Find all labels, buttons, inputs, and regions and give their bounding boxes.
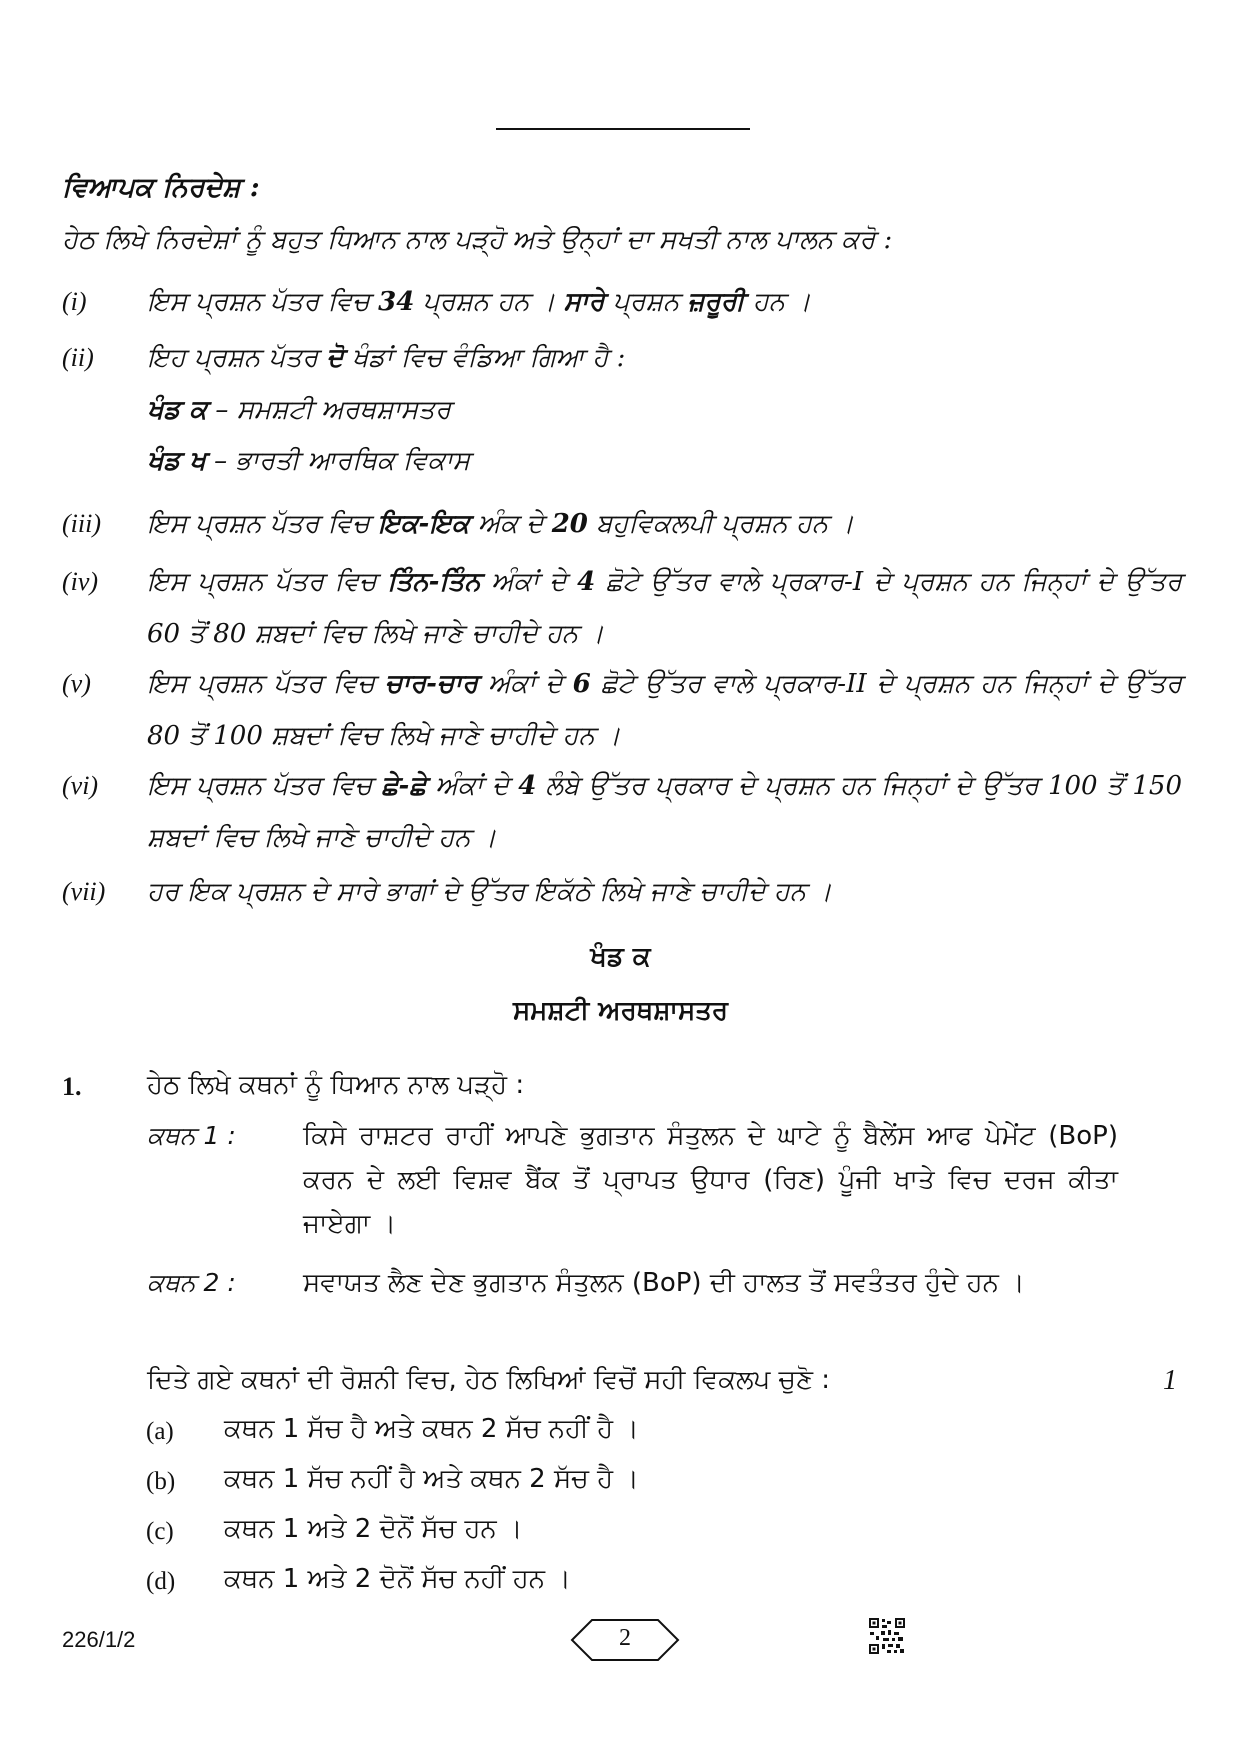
paper-code: 226/1/2 bbox=[62, 1627, 136, 1652]
qr-code-icon bbox=[868, 1617, 906, 1655]
instruction-number: (iii) bbox=[62, 509, 101, 538]
general-instructions-heading: ਵਿਆਪਕ ਨਿਰਦੇਸ਼ : bbox=[62, 172, 260, 203]
page-number-badge bbox=[570, 1618, 680, 1662]
instruction-number: (ii) bbox=[62, 343, 94, 372]
instruction-number: (v) bbox=[62, 669, 91, 698]
option-label: (a) bbox=[146, 1418, 174, 1445]
page-number: 2 bbox=[619, 1625, 631, 1651]
statement-text: ਸਵਾਯਤ ਲੈਣ ਦੇਣ ਭੁਗਤਾਨ ਸੰਤੁਲਨ (BoP) ਦੀ ਹਾਲਤ ਤੋਂ ਸਵਤੰਤਰ ਹੁੰਦੇ ਹਨ । bbox=[303, 1268, 1025, 1298]
instruction-item: (i) ਇਸ ਪ੍ਰਸ਼ਨ ਪੱਤਰ ਵਿਚ 34 ਪ੍ਰਸ਼ਨ ਹਨ । ਸਾਰੇ ਪ੍ਰਸ਼ਨ ਜ਼ਰੂਰੀ ਹਨ । bbox=[62, 276, 1182, 328]
option-label: (b) bbox=[146, 1468, 176, 1495]
marks-value: 1 bbox=[1163, 1365, 1177, 1396]
instructions-intro: ਹੇਠ ਲਿਖੇ ਨਿਰਦੇਸ਼ਾਂ ਨੂੰ ਬਹੁਤ ਧਿਆਨ ਨਾਲ ਪੜ੍ਹੋ ਅਤੇ ਉਨ੍ਹਾਂ ਦਾ ਸਖਤੀ ਨਾਲ ਪਾਲਨ ਕਰੋ : bbox=[62, 225, 893, 255]
statement-label: ਕਥਨ 1 : bbox=[147, 1121, 236, 1150]
instruction-item: (ii) ਇਹ ਪ੍ਰਸ਼ਨ ਪੱਤਰ ਦੋ ਖੰਡਾਂ ਵਿਚ ਵੰਡਿਆ ਗਿਆ ਹੈ : bbox=[62, 332, 1182, 384]
instruction-number: (i) bbox=[62, 287, 87, 316]
statement-text: ਕਿਸੇ ਰਾਸ਼ਟਰ ਰਾਹੀਂ ਆਪਣੇ ਭੁਗਤਾਨ ਸੰਤੁਲਨ ਦੇ ਘਾਟੇ ਨੂੰ ਬੈਲੇਂਸ ਆਫ ਪੇਮੇਂਟ (BoP) ਕਰਨ ਦੇ ਲਈ ਵਿਸ਼ਵ ਬੈਂਕ ਤੋਂ ਪ੍ਰਾਪਤ ਉਧਾਰ (ਰਿਣ) ਪੂੰਜੀ ਖਾਤੇ ਵਿਚ ਦਰਜ ਕੀਤਾ ਜਾਏਗਾ । bbox=[303, 1121, 1118, 1239]
option-label: (c) bbox=[146, 1518, 174, 1545]
instruction-item: (vi) ਇਸ ਪ੍ਰਸ਼ਨ ਪੱਤਰ ਵਿਚ ਛੇ-ਛੇ ਅੰਕਾਂ ਦੇ 4 ਲੰਬੇ ਉੱਤਰ ਪ੍ਰਕਾਰ ਦੇ ਪ੍ਰਸ਼ਨ ਹਨ ਜਿਨ੍ਹਾਂ ਦੇ ਉੱਤਰ 100 ਤੋਂ 150 ਸ਼ਬਦਾਂ ਵਿਚ ਲਿਖੇ ਜਾਣੇ ਚਾਹੀਦੇ ਹਨ । bbox=[62, 760, 1182, 864]
instruction-number: (iv) bbox=[62, 567, 99, 596]
instruction-item: (v) ਇਸ ਪ੍ਰਸ਼ਨ ਪੱਤਰ ਵਿਚ ਚਾਰ-ਚਾਰ ਅੰਕਾਂ ਦੇ 6 ਛੋਟੇ ਉੱਤਰ ਵਾਲੇ ਪ੍ਰਕਾਰ-II ਦੇ ਪ੍ਰਸ਼ਨ ਹਨ ਜਿਨ੍ਹਾਂ ਦੇ ਉੱਤਰ 80 ਤੋਂ 100 ਸ਼ਬਦਾਂ ਵਿਚ ਲਿਖੇ ਜਾਣੇ ਚਾਹੀਦੇ ਹਨ । bbox=[62, 658, 1182, 762]
section-subtitle: ਸਮਸ਼ਟੀ ਅਰਥਸ਼ਾਸਤਰ bbox=[512, 996, 729, 1026]
question-prompt: ਹੇਠ ਲਿਖੇ ਕਥਨਾਂ ਨੂੰ ਧਿਆਨ ਨਾਲ ਪੜ੍ਹੋ : bbox=[147, 1070, 525, 1100]
option-label: (d) bbox=[146, 1568, 176, 1595]
instruction-item: (iv) ਇਸ ਪ੍ਰਸ਼ਨ ਪੱਤਰ ਵਿਚ ਤਿੰਨ-ਤਿੰਨ ਅੰਕਾਂ ਦੇ 4 ਛੋਟੇ ਉੱਤਰ ਵਾਲੇ ਪ੍ਰਕਾਰ-I ਦੇ ਪ੍ਰਸ਼ਨ ਹਨ ਜਿਨ੍ਹਾਂ ਦੇ ਉੱਤਰ 60 ਤੋਂ 80 ਸ਼ਬਦਾਂ ਵਿਚ ਲਿਖੇ ਜਾਣੇ ਚਾਹੀਦੇ ਹਨ । bbox=[62, 556, 1182, 660]
instruction-number: (vii) bbox=[62, 877, 106, 906]
option-text: ਕਥਨ 1 ਅਤੇ 2 ਦੋਨੋਂ ਸੱਚ ਨਹੀਂ ਹਨ । bbox=[224, 1564, 571, 1594]
option-text: ਕਥਨ 1 ਅਤੇ 2 ਦੋਨੋਂ ਸੱਚ ਹਨ । bbox=[224, 1514, 523, 1544]
section-list-item: ਖੰਡ ਖ – ਭਾਰਤੀ ਆਰਥਿਕ ਵਿਕਾਸ bbox=[147, 446, 471, 476]
instruction-item: (vii) ਹਰ ਇਕ ਪ੍ਰਸ਼ਨ ਦੇ ਸਾਰੇ ਭਾਗਾਂ ਦੇ ਉੱਤਰ ਇਕੱਠੇ ਲਿਖੇ ਜਾਣੇ ਚਾਹੀਦੇ ਹਨ । bbox=[62, 866, 1182, 918]
statement-label: ਕਥਨ 2 : bbox=[147, 1268, 236, 1297]
top-divider bbox=[496, 128, 750, 130]
section-list-item: ਖੰਡ ਕ – ਸਮਸ਼ਟੀ ਅਰਥਸ਼ਾਸਤਰ bbox=[147, 395, 451, 425]
option-text: ਕਥਨ 1 ਸੱਚ ਹੈ ਅਤੇ ਕਥਨ 2 ਸੱਚ ਨਹੀਂ ਹੈ । bbox=[224, 1414, 639, 1444]
instruction-number: (vi) bbox=[62, 771, 99, 800]
option-text: ਕਥਨ 1 ਸੱਚ ਨਹੀਂ ਹੈ ਅਤੇ ਕਥਨ 2 ਸੱਚ ਹੈ । bbox=[224, 1464, 639, 1494]
question-instruction: ਦਿਤੇ ਗਏ ਕਥਨਾਂ ਦੀ ਰੋਸ਼ਨੀ ਵਿਚ, ਹੇਠ ਲਿਖਿਆਂ ਵਿਚੋਂ ਸਹੀ ਵਿਕਲਪ ਚੁਣੋ : bbox=[147, 1365, 831, 1395]
question-number: 1. bbox=[62, 1072, 82, 1101]
section-title: ਖੰਡ ਕ bbox=[590, 942, 651, 972]
instruction-item: (iii) ਇਸ ਪ੍ਰਸ਼ਨ ਪੱਤਰ ਵਿਚ ਇਕ-ਇਕ ਅੰਕ ਦੇ 20 ਬਹੁਵਿਕਲਪੀ ਪ੍ਰਸ਼ਨ ਹਨ । bbox=[62, 498, 1182, 550]
